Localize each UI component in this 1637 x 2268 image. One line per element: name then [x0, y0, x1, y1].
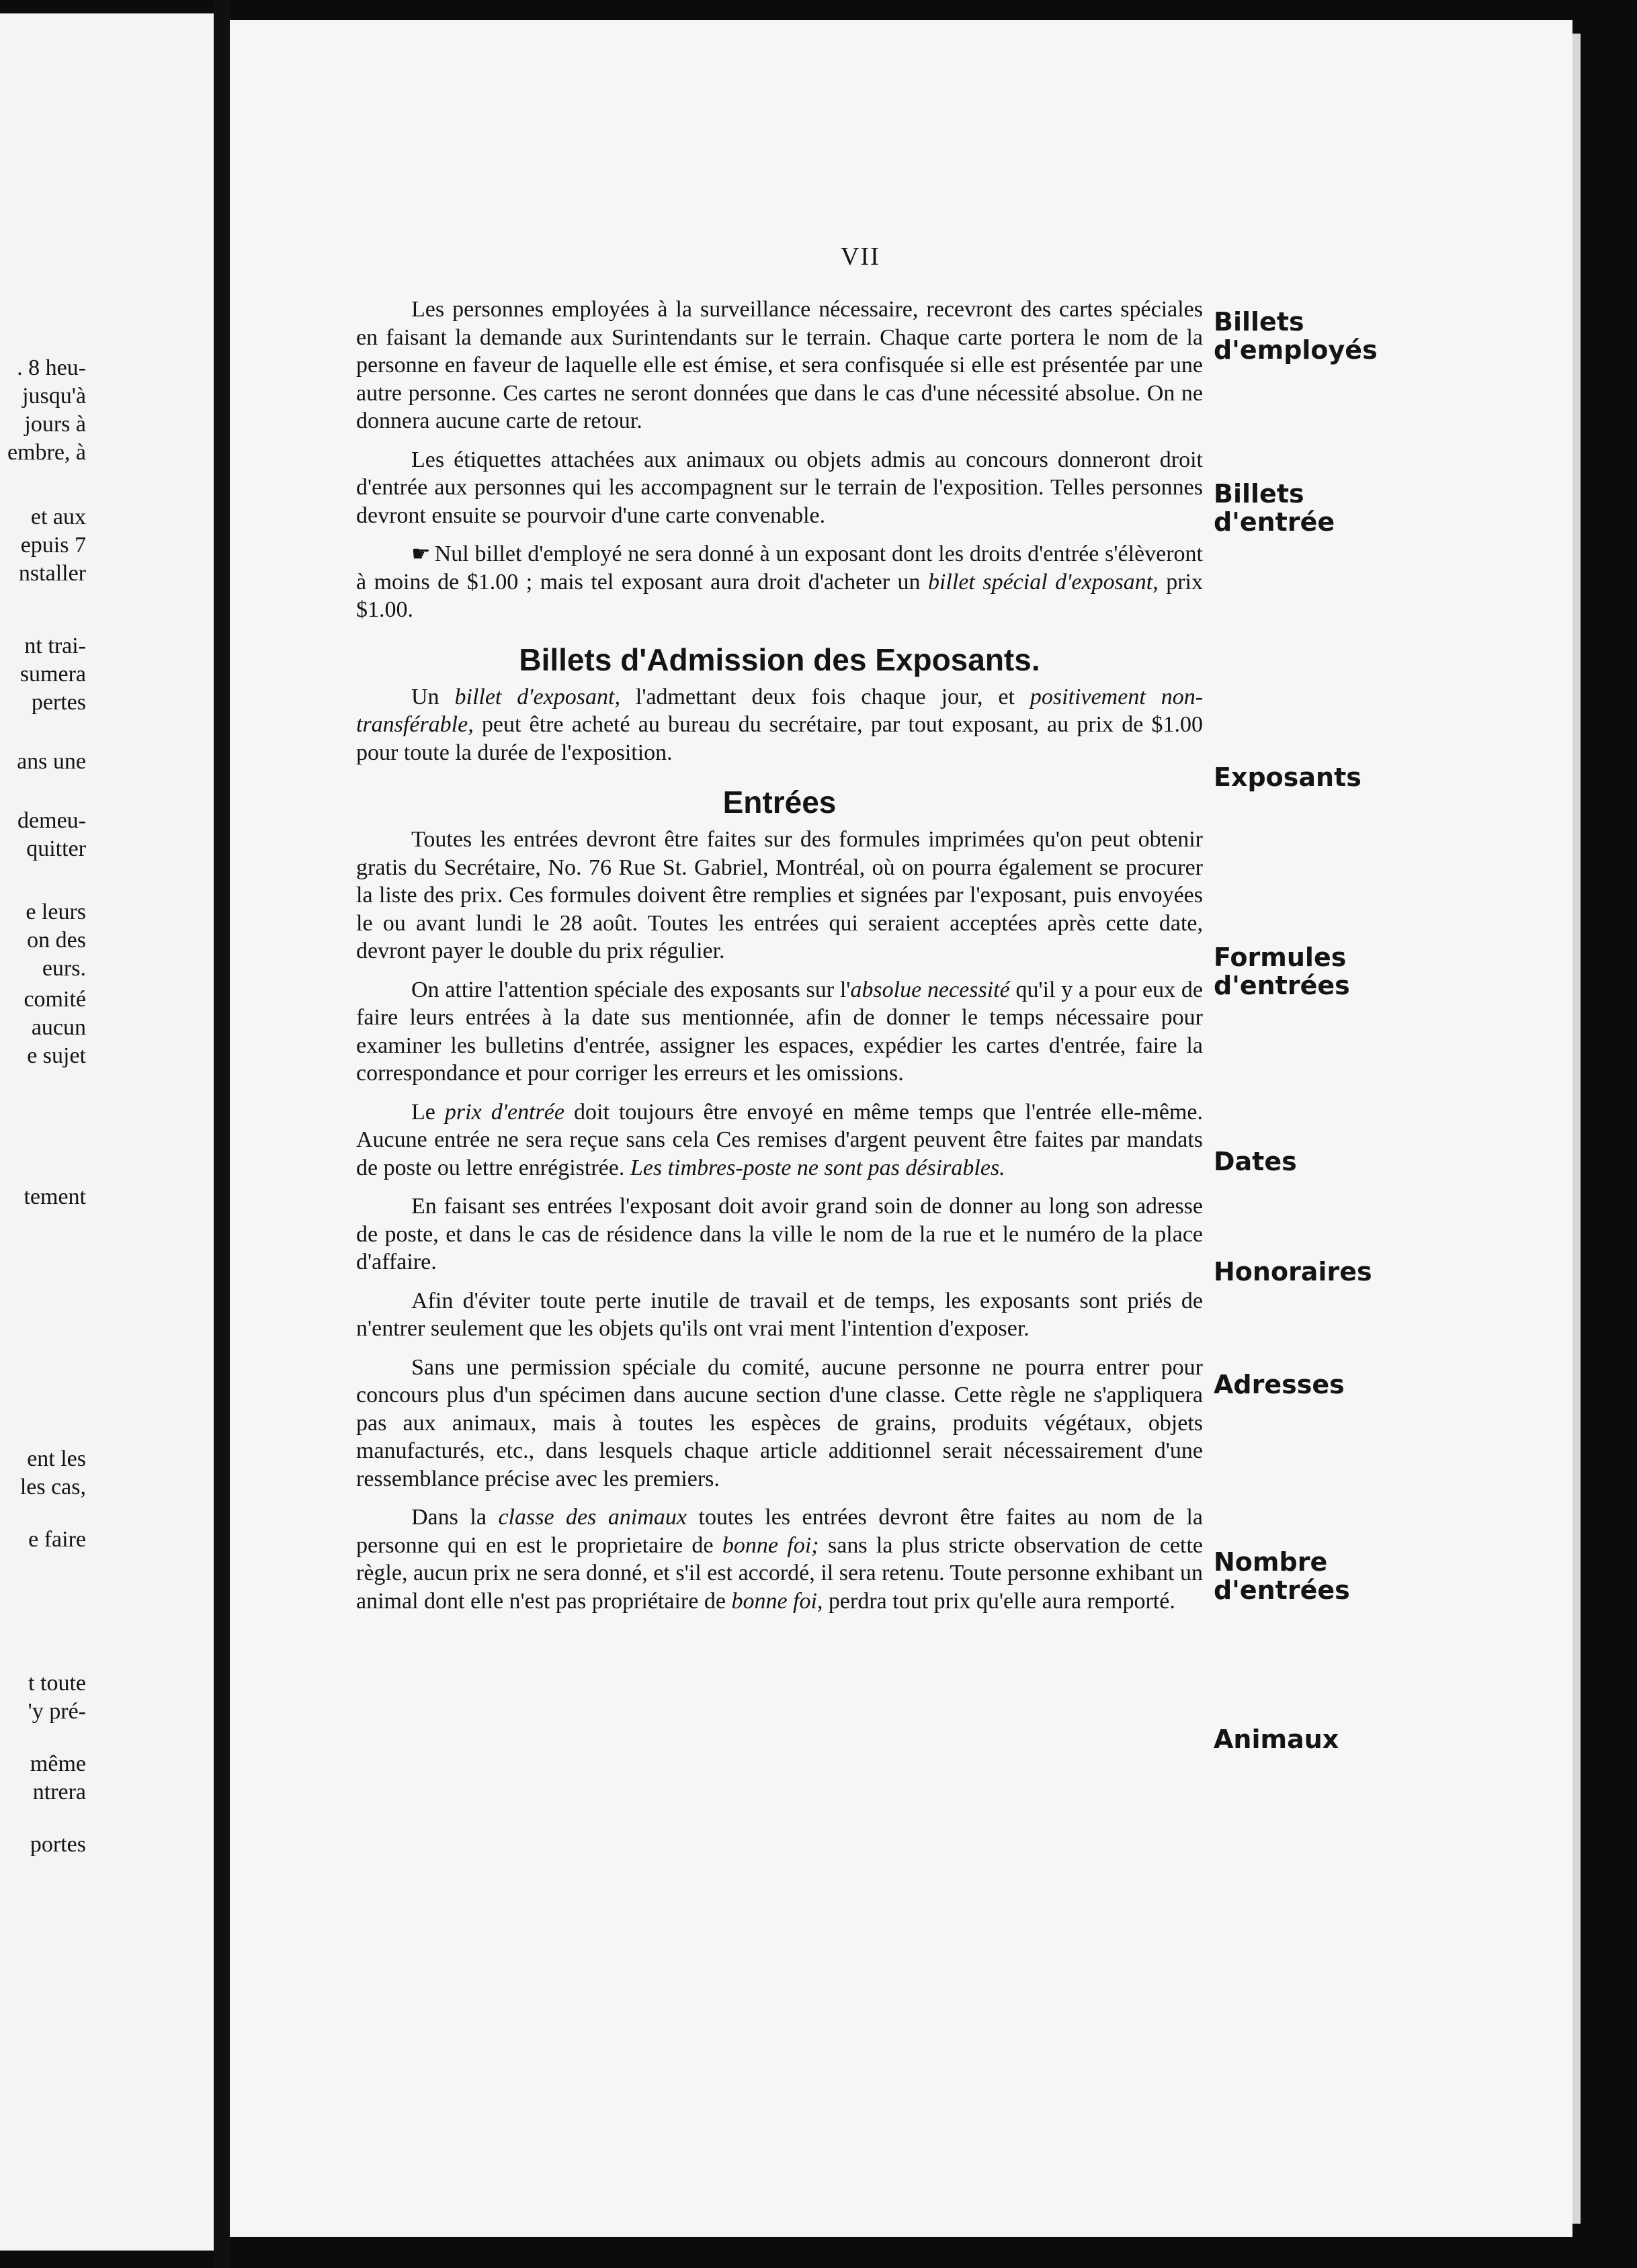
left-page-fragment [0, 13, 214, 2251]
body-text-column [356, 296, 1203, 1615]
left-text-fragment: nstaller [18, 561, 86, 586]
margin-note-entry-count: Nombre d'entrées [1214, 1547, 1350, 1605]
left-text-fragment: on des [27, 928, 86, 953]
margin-note-employee-tickets: Billets d'employés [1214, 307, 1378, 365]
margin-note-forms: Formules d'entrées [1214, 943, 1350, 1000]
left-text-fragment: ent les [27, 1446, 86, 1471]
left-text-fragment: jusqu'à [22, 384, 86, 408]
left-text-fragment: pertes [31, 690, 86, 715]
left-text-fragment: demeu- [17, 808, 86, 833]
margin-note-dates: Dates [1214, 1147, 1297, 1176]
left-text-fragment: 'y pré- [28, 1699, 86, 1724]
left-text-fragment: et aux [30, 505, 86, 529]
left-text-fragment: e leurs [26, 900, 86, 924]
left-text-fragment: embre, à [7, 440, 86, 465]
left-text-fragment: tement [24, 1184, 86, 1209]
left-text-fragment: sumera [19, 662, 86, 687]
paragraph-animals: Dans la classe des animaux toutes les entrées devront être faites au nom de la personne qui en est le proprietaire de bonne foi; sans la plus stricte observation de cette règle, aucun prix ne sera donné, et s'il est accordé, il sera retenu. Toute personne exhibant un animal dont elle n'est pas propriétaire de bonne foi, perdra tout prix qu'elle aura remporté. [356, 1505, 1204, 1614]
paragraph-waste: Afin d'éviter toute perte inutile de travail et de temps, les exposants sont priés de n'entrer seulement que les objets qu'ils ont vrai ment l'intention d'exposer. [356, 1288, 1203, 1341]
left-text-fragment: même [30, 1751, 86, 1776]
left-text-fragment: t toute [28, 1671, 86, 1696]
page-number: VII [841, 243, 880, 271]
left-text-fragment: eurs. [42, 956, 86, 981]
left-text-fragment: aucun [31, 1015, 86, 1040]
left-text-fragment: e faire [28, 1527, 86, 1552]
page-edge [1572, 34, 1581, 2224]
left-text-fragment: jours à [24, 412, 86, 437]
left-text-fragment: comité [24, 987, 86, 1012]
pointing-hand-icon: ☛ [411, 541, 431, 566]
left-text-fragment: e sujet [27, 1043, 86, 1068]
left-text-fragment: epuis 7 [20, 533, 86, 558]
left-text-fragment: ntrera [32, 1780, 86, 1804]
left-text-fragment: . 8 heu- [17, 355, 86, 380]
paragraph-employee-cards: Les personnes employées à la surveillance nécessaire, recevront des cartes spéciales en faisant la demande aux Surintendants sur le terrain. Chaque carte portera le nom de la personne en faveur de laquelle elle est émise, et sera confisquée si elle est présentée par une autre personne. Ces cartes ne seront données que dans le cas d'une nécessité absolue. On ne donnera aucune carte de retour. [356, 297, 1203, 433]
heading-entries: Entrées [722, 785, 837, 820]
margin-note-animals: Animaux [1214, 1725, 1339, 1754]
heading-exhibitor-admission: Billets d'Admission des Exposants. [519, 642, 1040, 677]
paragraph-entry-count: Sans une permission spéciale du comité, aucune personne ne pourra entrer pour concours plus d'un spécimen dans aucune section d'une classe. Cette règle ne s'appliquera pas aux animaux, mais à toutes les espèces de grains, produits végétaux, objets manufacturés, etc., dans lesquels chaque article additionnel serait nécessairement d'une ressemblance précise avec les premiers. [356, 1354, 1203, 1491]
paragraph-addresses: En faisant ses entrées l'exposant doit avoir grand soin de donner au long son adresse de poste, et dans le cas de résidence dans la ville le nom de la rue et le numéro de la place d'affaire. [356, 1194, 1203, 1274]
paragraph-entry-forms: Toutes les entrées devront être faites sur des formules imprimées qu'on peut obtenir gratis du Secrétaire, No. 76 Rue St. Gabriel, Montréal, où on pourra également se procurer la liste des prix. Ces formules doivent être remplies et signées par l'exposant, puis envoyées le ou avant lundi le 28 août. Toutes les entrées qui seraient acceptées après cette date, devront payer le double du prix régulier. [356, 827, 1203, 963]
left-text-fragment: portes [30, 1832, 86, 1857]
left-text-fragment: nt trai- [24, 634, 86, 658]
book-gutter [214, 0, 230, 2268]
margin-note-addresses: Adresses [1214, 1370, 1345, 1399]
paragraph-entry-labels: Les étiquettes attachées aux animaux ou objets admis au concours donneront droit d'entrée aux personnes qui les accompagnent sur le terrain de l'exposition. Telles personnes devront ensuite se pourvoir d'une carte convenable. [356, 447, 1203, 528]
margin-note-exhibitors: Exposants [1214, 762, 1361, 792]
left-text-fragment: les cas, [19, 1475, 86, 1499]
paragraph-exhibitor-note: ☛ Nul billet d'employé ne sera donné à un exposant dont les droits d'entrée s'élèveront à moins de $1.00 ; mais tel exposant aura droit d'acheter un billet spécial d'exposant, prix $1.00. [356, 541, 1204, 622]
left-text-fragment: ans une [17, 749, 86, 774]
paragraph-exhibitor-ticket: Un billet d'exposant, l'admettant deux fois chaque jour, et positivement non-transférable, peut être acheté au bureau du secrétaire, par tout exposant, au prix de $1.00 pour toute la durée de l'exposition. [356, 684, 1204, 765]
margin-note-entry-tickets: Billets d'entrée [1214, 479, 1335, 537]
paragraph-dates: On attire l'attention spéciale des exposants sur l'absolue necessité qu'il y a pour eux de faire leurs entrées à la date sus mentionnée, afin de donner le temps nécessaire pour examiner les bulletins d'entrée, assigner les espaces, expédier les cartes d'entrée, faire la correspondance et pour corriger les erreurs et les omissions. [356, 977, 1203, 1086]
paragraph-fees: Le prix d'entrée doit toujours être envoyé en même temps que l'entrée elle-même. Aucune entrée ne sera reçue sans cela Ces remises d'argent peuvent être faites par mandats de poste ou lettre enrégistrée. Les timbres-poste ne sont pas désirables. [356, 1099, 1204, 1180]
left-text-fragment: quitter [26, 836, 86, 861]
margin-note-fees: Honoraires [1214, 1257, 1372, 1286]
